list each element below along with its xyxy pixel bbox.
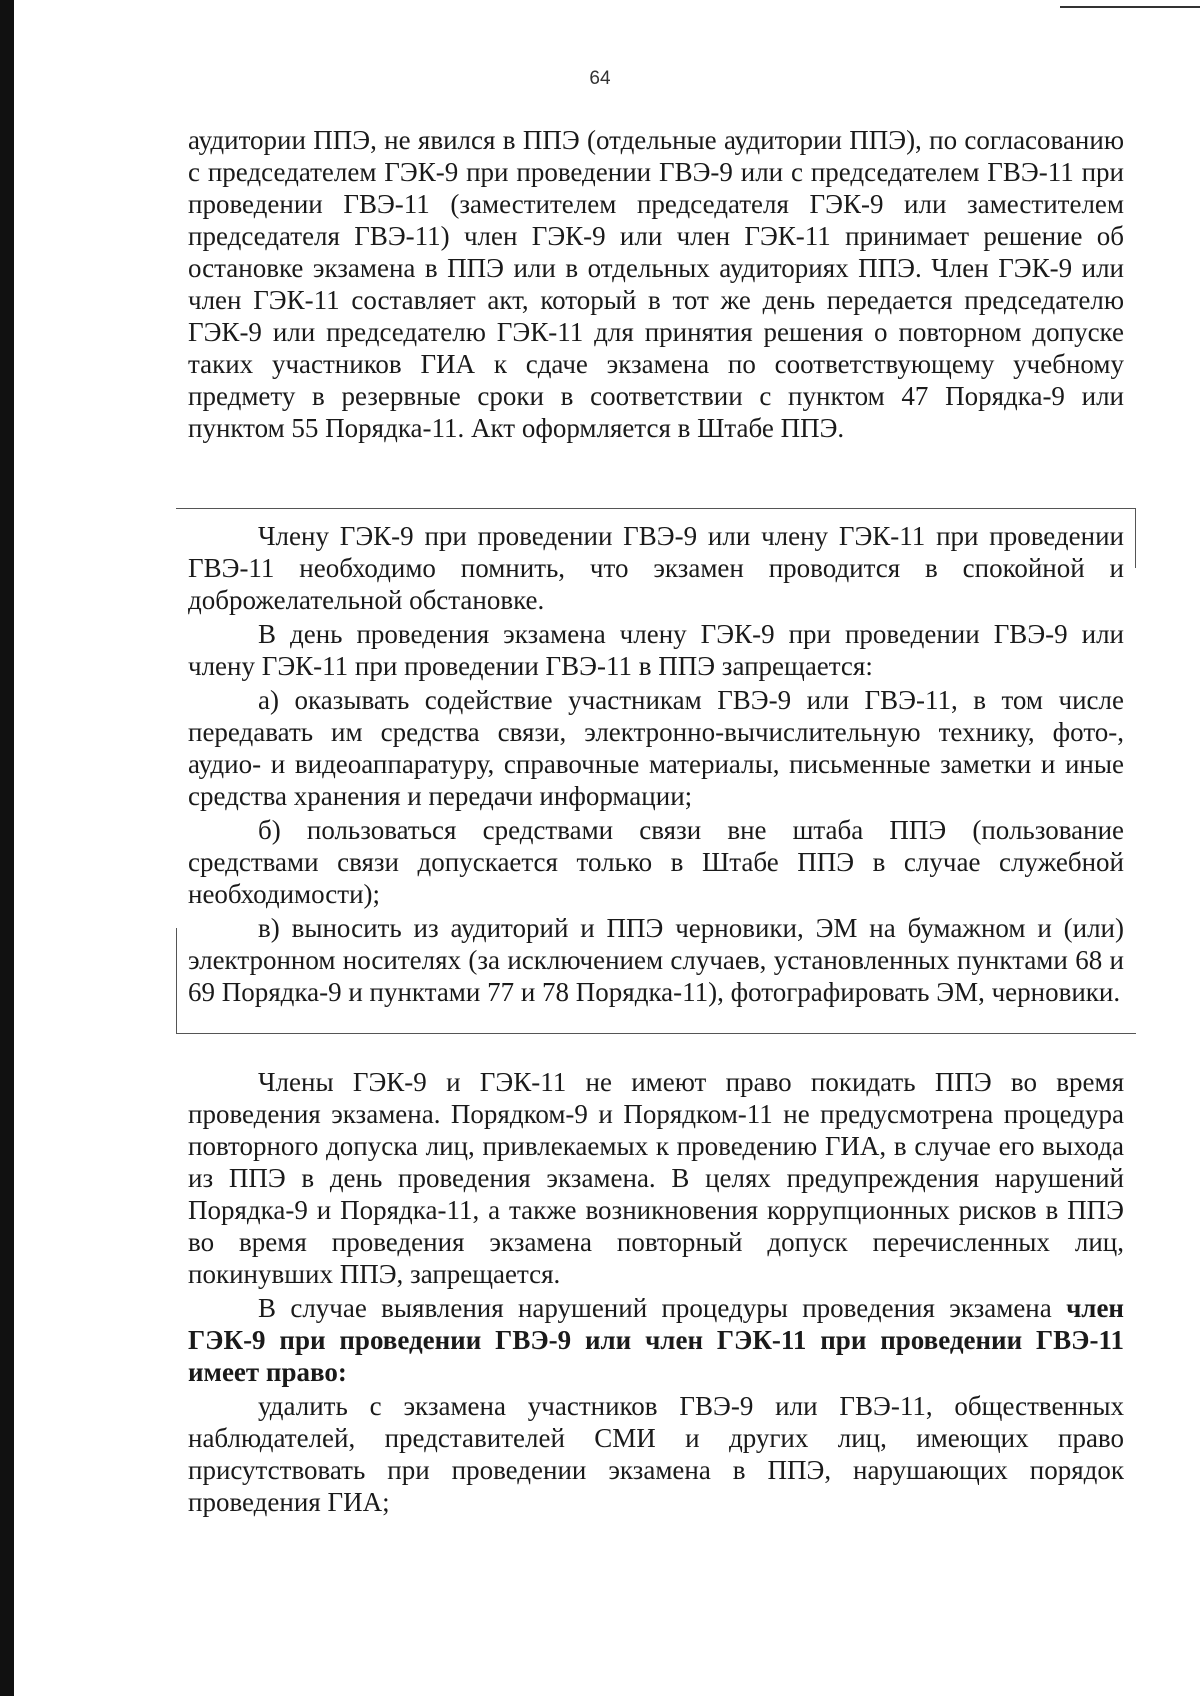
top-paragraph: аудитории ППЭ, не явился в ППЭ (отдельные аудитории ППЭ), по согласованию с председателем ГЭК-9 при проведении ГВЭ-9 или с председателем ГВЭ-11 при проведении ГВЭ-11 (заместителем председателя ГЭК-9 или заместителем председателя ГВЭ-11) член ГЭК-9 или член ГЭК-11 принимает решение об остановке экзамена в ППЭ или в отдельных аудиториях ППЭ. Член ГЭК-9 или член ГЭК-11 составляет акт, который в тот же день передается председателю ГЭК-9 или председателю ГЭК-11 для принятия решения о повторном допуске таких участников ГИА к сдаче экзамена по соответствующему учебному предмету в резервные сроки в соответствии с пунктом 47 Порядка-9 или пунктом 55 Порядка-11. Акт оформляется в Штабе ППЭ.	[188, 125, 1124, 443]
bottom-paragraph-2	[188, 1292, 1124, 1388]
page-number: 64	[589, 68, 611, 89]
box-item-c: в) выносить из аудиторий и ППЭ черновики, ЭМ на бумажном и (или) электронном носителях (за исключением случаев, установленных пунктами 68 и 69 Порядка-9 и пунктами 77 и 78 Порядка-11), фотографировать ЭМ, черновики.	[188, 913, 1124, 1007]
bottom-section	[188, 1066, 1124, 1520]
bottom-paragraph-2-bold: член ГЭК-9 при проведении ГВЭ-9 или член ГЭК-11 при проведении ГВЭ-11 имеет право:	[188, 1293, 1124, 1387]
top-section	[188, 124, 1124, 444]
box-paragraph-2: В день проведения экзамена члену ГЭК-9 при проведении ГВЭ-9 или члену ГЭК-11 при проведении ГВЭ-11 в ППЭ запрещается:	[188, 619, 1124, 681]
box-bottom-border	[176, 1033, 1136, 1034]
box-item-a: а) оказывать содействие участникам ГВЭ-9 или ГВЭ-11, в том числе передавать им средства связи, электронно-вычислительную технику, фото-, аудио- и видеоаппаратуру, справочные материалы, письменные заметки и иные средства хранения и передачи информации;	[188, 685, 1124, 811]
box-right-border	[1135, 508, 1136, 568]
highlighted-box	[176, 508, 1136, 1034]
scan-left-edge	[0, 0, 14, 1696]
box-content	[188, 520, 1124, 1010]
box-left-border	[176, 928, 177, 1034]
bottom-paragraph-1: Члены ГЭК-9 и ГЭК-11 не имеют право покидать ППЭ во время проведения экзамена. Порядком-9 и Порядком-11 не предусмотрена процедура повторного допуска лиц, привлекаемых к проведению ГИА, в случае его выхода из ППЭ в день проведения экзамена. В целях предупреждения нарушений Порядка-9 и Порядка-11, а также возникновения коррупционных рисков в ППЭ во время проведения экзамена повторный допуск перечисленных лиц, покинувших ППЭ, запрещается.	[188, 1067, 1124, 1289]
box-item-b: б) пользоваться средствами связи вне штаба ППЭ (пользование средствами связи допускается только в Штабе ППЭ в случае служебной необходимости);	[188, 815, 1124, 909]
scan-top-mark	[1060, 6, 1200, 8]
box-paragraph-1: Члену ГЭК-9 при проведении ГВЭ-9 или члену ГЭК-11 при проведении ГВЭ-11 необходимо помнить, что экзамен проводится в спокойной и доброжелательной обстановке.	[188, 521, 1124, 615]
box-top-border	[176, 508, 1136, 509]
bottom-paragraph-2-lead: В случае выявления нарушений процедуры проведения экзамена	[258, 1293, 1067, 1323]
bottom-paragraph-3: удалить с экзамена участников ГВЭ-9 или ГВЭ-11, общественных наблюдателей, представителей СМИ и других лиц, имеющих право присутствовать при проведении экзамена в ППЭ, нарушающих порядок проведения ГИА;	[188, 1391, 1124, 1517]
